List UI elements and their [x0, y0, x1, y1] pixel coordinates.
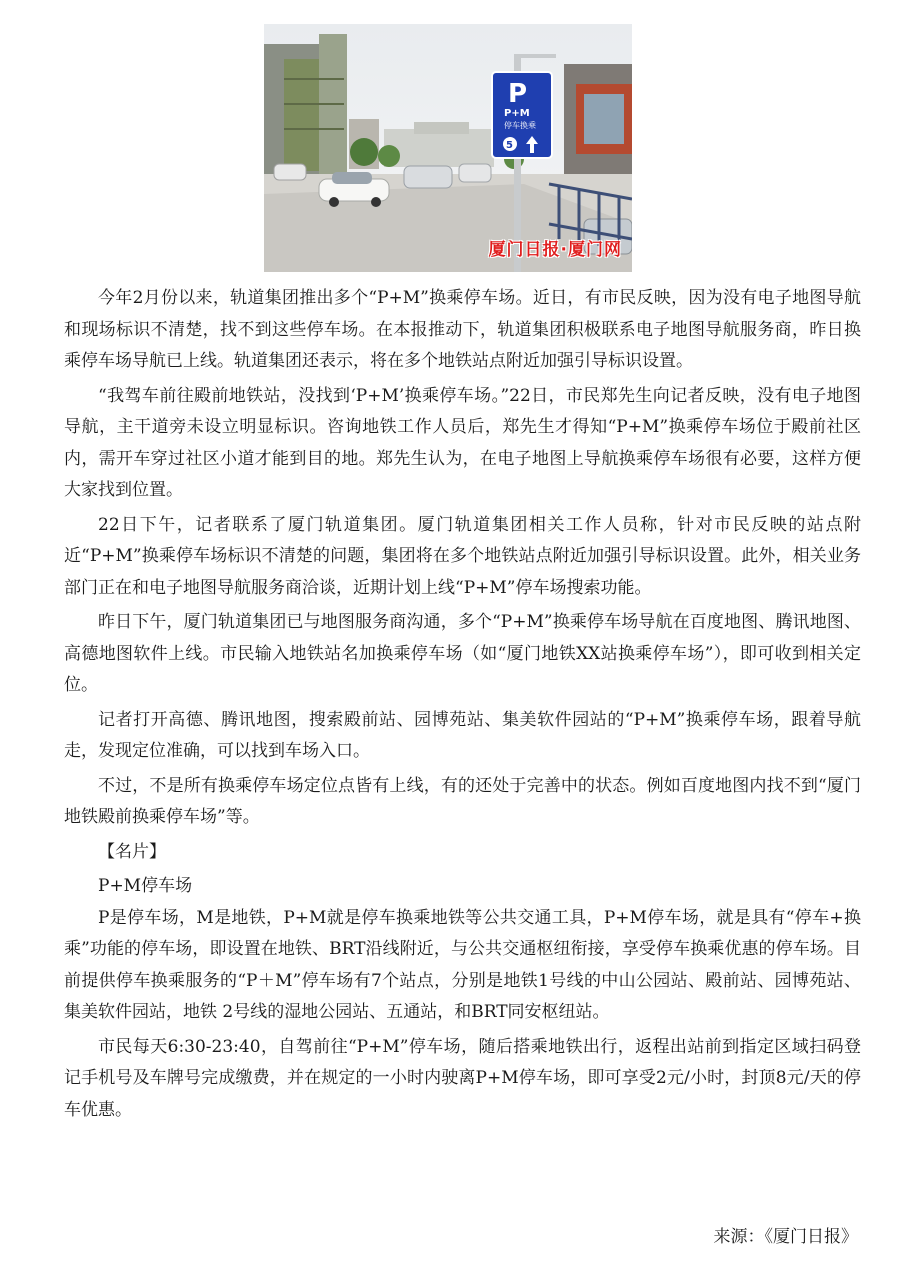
svg-text:停车换乘: 停车换乘: [504, 121, 536, 130]
paragraph: 昨日下午，厦门轨道集团已与地图服务商沟通，多个“P+M”换乘停车场导航在百度地图、腾讯地图、高德地图软件上线。市民输入地铁站名加换乘停车场（如“厦门地铁XX站换乘停车场”），即可收到相关定位。: [64, 612, 861, 695]
svg-text:P+M: P+M: [504, 108, 530, 119]
article-body: [64, 283, 861, 1126]
paragraph: 市民每天6:30-23:40，自驾前往“P+M”停车场，随后搭乘地铁出行，返程出站前到指定区域扫码登记手机号及车牌号完成缴费，并在规定的一小时内驶离P+M停车场，即可享受2元/小时，封顶8元/天的停车优惠。: [64, 1036, 861, 1120]
paragraph: 记者打开高德、腾讯地图，搜索殿前站、园博苑站、集美软件园站的“P+M”换乘停车场，跟着导航走，发现定位准确，可以找到车场入口。: [64, 709, 861, 761]
paragraph: “我驾车前往殿前地铁站，没找到‘P+M’换乘停车场。”22日，市民郑先生向记者反映，没有电子地图导航，主干道旁未设立明显标识。咨询地铁工作人员后，郑先生才得知“P+M”换乘停车场位于殿前社区内，需开车穿过社区小道才能到目的地。郑先生认为，在电子地图上导航换乘停车场很有必要，这样方便大家找到位置。: [64, 385, 861, 500]
paragraph: 今年2月份以来，轨道集团推出多个“P+M”换乘停车场。近日，有市民反映，因为没有电子地图导航和现场标识不清楚，找不到这些停车场。在本报推动下，轨道集团积极联系电子地图导航服务商，昨日换乘停车场导航已上线。轨道集团还表示，将在多个地铁站点附近加强引导标识设置。: [64, 288, 861, 371]
pm-sign-icon: [492, 72, 552, 158]
svg-text:5: 5: [506, 140, 513, 151]
paragraph: 不过，不是所有换乘停车场定位点皆有上线，有的还处于完善中的状态。例如百度地图内找不到“厦门地铁殿前换乘停车场”等。: [64, 775, 861, 827]
section-heading: 【名片】: [98, 841, 166, 862]
article-photo: [264, 24, 632, 272]
svg-text:P: P: [508, 79, 528, 109]
source-credit: 来源：《厦门日报》: [713, 1227, 858, 1247]
section-title: P+M停车场: [98, 876, 193, 896]
photo-watermark: 厦门日报·厦门网: [488, 240, 622, 260]
paragraph: 22日下午，记者联系了厦门轨道集团。厦门轨道集团相关工作人员称，针对市民反映的站点附近“P+M”换乘停车场标识不清楚的问题，集团将在多个地铁站点附近加强引导标识设置。此外，相关业务部门正在和电子地图导航服务商洽谈，近期计划上线“P+M”停车场搜索功能。: [64, 514, 861, 598]
paragraph: P是停车场，M是地铁，P+M就是停车换乘地铁等公共交通工具，P+M停车场，就是具有“停车+换乘”功能的停车场，即设置在地铁、BRT沿线附近，与公共交通枢纽衔接，享受停车换乘优惠的停车场。目前提供停车换乘服务的“P＋M”停车场有7个站点，分别是地铁1号线的中山公园站、殿前站、园博苑站、集美软件园站，地铁 2号线的湿地公园站、五通站，和BRT同安枢纽站。: [64, 907, 861, 1022]
